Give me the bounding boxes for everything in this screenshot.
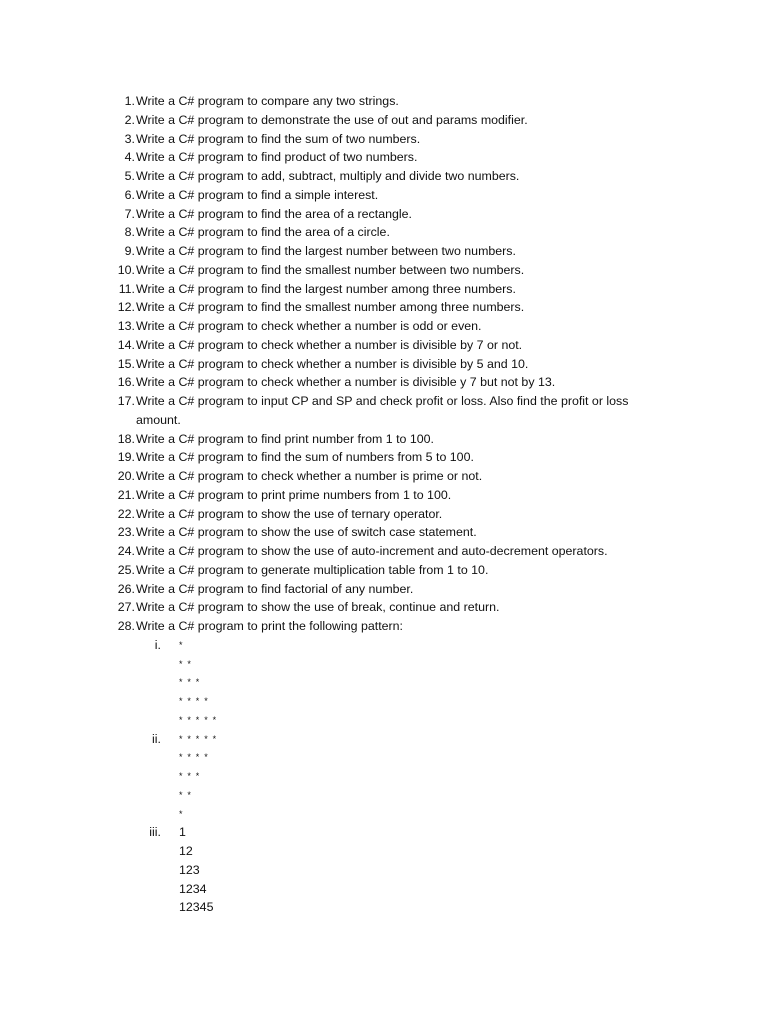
- question-number: 3.: [124, 131, 135, 146]
- question-number: 13.: [117, 319, 135, 333]
- question-text: Write a C# program to print the following pattern:: [136, 619, 403, 633]
- question-item: [104, 92, 664, 111]
- pattern-line: * * *: [179, 677, 201, 688]
- question-text: Write a C# program to show the use of switch case statement.: [136, 525, 477, 540]
- question-text: Write a C# program to find a simple interest.: [136, 187, 379, 202]
- question-item: [104, 205, 664, 224]
- question-number: 8.: [124, 225, 135, 240]
- question-text: Write a C# program to find the smallest number between two numbers.: [136, 262, 525, 277]
- question-item: [104, 486, 664, 505]
- question-item: [104, 242, 664, 261]
- pattern-line: 1: [179, 825, 186, 840]
- question-text: Write a C# program to compare any two strings.: [136, 94, 399, 108]
- question-text: Write a C# program to find factorial of any number.: [136, 581, 414, 596]
- question-item: [104, 280, 664, 299]
- question-text: Write a C# program to check whether a number is divisible by 7 or not.: [136, 337, 523, 352]
- question-item: [104, 580, 664, 599]
- pattern-line: * *: [179, 789, 193, 800]
- pattern-lines: [179, 823, 213, 917]
- question-item: [104, 298, 664, 317]
- question-text: Write a C# program to demonstrate the use of out and params modifier.: [136, 112, 528, 127]
- question-text: Write a C# program to find the area of a circle.: [136, 225, 390, 240]
- question-item: [104, 148, 664, 167]
- question-item: [104, 186, 664, 205]
- question-text: Write a C# program to find the largest number among three numbers.: [136, 281, 516, 296]
- pattern-line: * * * * *: [179, 714, 218, 725]
- question-text: Write a C# program to show the use of ternary operator.: [136, 506, 443, 521]
- question-text: Write a C# program to generate multiplication table from 1 to 10.: [136, 562, 489, 577]
- question-number: 6.: [124, 187, 135, 202]
- question-number: 10.: [117, 262, 135, 277]
- question-item: [104, 617, 664, 636]
- question-number: 4.: [124, 150, 135, 165]
- question-item: [104, 111, 664, 130]
- question-text: Write a C# program to find the area of a rectangle.: [136, 206, 412, 221]
- pattern-line: 1234: [179, 881, 207, 896]
- question-number: 19.: [117, 450, 135, 465]
- question-item: [104, 561, 664, 580]
- pattern-line: 123: [179, 862, 200, 877]
- question-item: [104, 167, 664, 186]
- question-text: Write a C# program to show the use of auto-increment and auto-decrement operators.: [136, 544, 608, 558]
- question-text: Write a C# program to find the smallest number among three numbers.: [136, 300, 525, 315]
- question-number: 1.: [124, 94, 135, 108]
- question-number: 14.: [117, 337, 135, 352]
- question-text: Write a C# program to find the sum of two numbers.: [136, 131, 421, 146]
- question-number: 15.: [117, 356, 135, 371]
- question-text: Write a C# program to find print number from 1 to 100.: [136, 431, 434, 446]
- question-item: [104, 317, 664, 336]
- question-number: 16.: [117, 375, 135, 390]
- question-list: [104, 92, 664, 917]
- question-text: Write a C# program to check whether a number is odd or even.: [136, 319, 482, 333]
- question-item: [104, 261, 664, 280]
- question-item: [104, 430, 664, 449]
- question-number: 18.: [117, 431, 135, 446]
- pattern-line: * * * *: [179, 696, 209, 706]
- question-item: [104, 130, 664, 149]
- pattern-block: [104, 636, 664, 730]
- question-item: [104, 223, 664, 242]
- question-number: 23.: [117, 525, 135, 540]
- pattern-label: i.: [154, 637, 161, 652]
- pattern-line: 12345: [179, 900, 214, 915]
- pattern-line: * *: [179, 658, 193, 669]
- pattern-line: * * * *: [179, 752, 209, 763]
- question-text: Write a C# program to check whether a number is divisible y 7 but not by 13.: [136, 375, 556, 390]
- question-number: 21.: [117, 487, 135, 502]
- question-number: 27.: [117, 600, 135, 615]
- question-item: [104, 355, 664, 374]
- question-text: Write a C# program to find the largest number between two numbers.: [136, 244, 516, 258]
- question-number: 17.: [117, 394, 135, 408]
- question-number: 25.: [117, 562, 135, 577]
- question-item: [104, 523, 664, 542]
- question-text: Write a C# program to add, subtract, multiply and divide two numbers.: [136, 169, 520, 183]
- pattern-line: *: [179, 808, 184, 819]
- question-number: 26.: [117, 581, 135, 596]
- question-text: Write a C# program to find the sum of numbers from 5 to 100.: [136, 450, 474, 465]
- pattern-block: [104, 823, 664, 917]
- pattern-label: iii.: [149, 825, 161, 840]
- question-number: 28.: [117, 619, 135, 633]
- question-number: 20.: [117, 469, 135, 483]
- question-number: 24.: [117, 544, 135, 558]
- question-number: 11.: [118, 281, 135, 296]
- question-text: Write a C# program to input CP and SP and check profit or loss. Also find the profit or loss amount.: [136, 394, 629, 427]
- question-number: 12.: [117, 300, 135, 315]
- question-text: Write a C# program to print prime numbers from 1 to 100.: [136, 487, 452, 502]
- question-item: [104, 505, 664, 524]
- question-number: 5.: [124, 169, 135, 183]
- question-text: Write a C# program to check whether a number is divisible by 5 and 10.: [136, 356, 529, 371]
- question-item: [104, 598, 664, 617]
- pattern-lines: [179, 730, 217, 824]
- question-number: 2.: [124, 112, 135, 127]
- question-text: Write a C# program to find product of two numbers.: [136, 150, 418, 165]
- question-number: 7.: [124, 206, 135, 221]
- question-item: [104, 448, 664, 467]
- pattern-line: * * *: [179, 771, 201, 781]
- question-text: Write a C# program to show the use of break, continue and return.: [136, 600, 500, 615]
- question-number: 22.: [117, 506, 135, 521]
- pattern-lines: [179, 636, 217, 730]
- pattern-line: *: [179, 639, 184, 650]
- question-item: [104, 336, 664, 355]
- pattern-line: * * * * *: [179, 733, 218, 744]
- pattern-line: 12: [179, 844, 193, 858]
- question-item: [104, 373, 664, 392]
- question-item: [104, 392, 664, 430]
- question-item: [104, 467, 664, 486]
- question-item: [104, 542, 664, 561]
- pattern-block: [104, 730, 664, 824]
- question-text: Write a C# program to check whether a number is prime or not.: [136, 469, 483, 483]
- pattern-label: ii.: [152, 731, 161, 746]
- question-number: 9.: [124, 244, 135, 258]
